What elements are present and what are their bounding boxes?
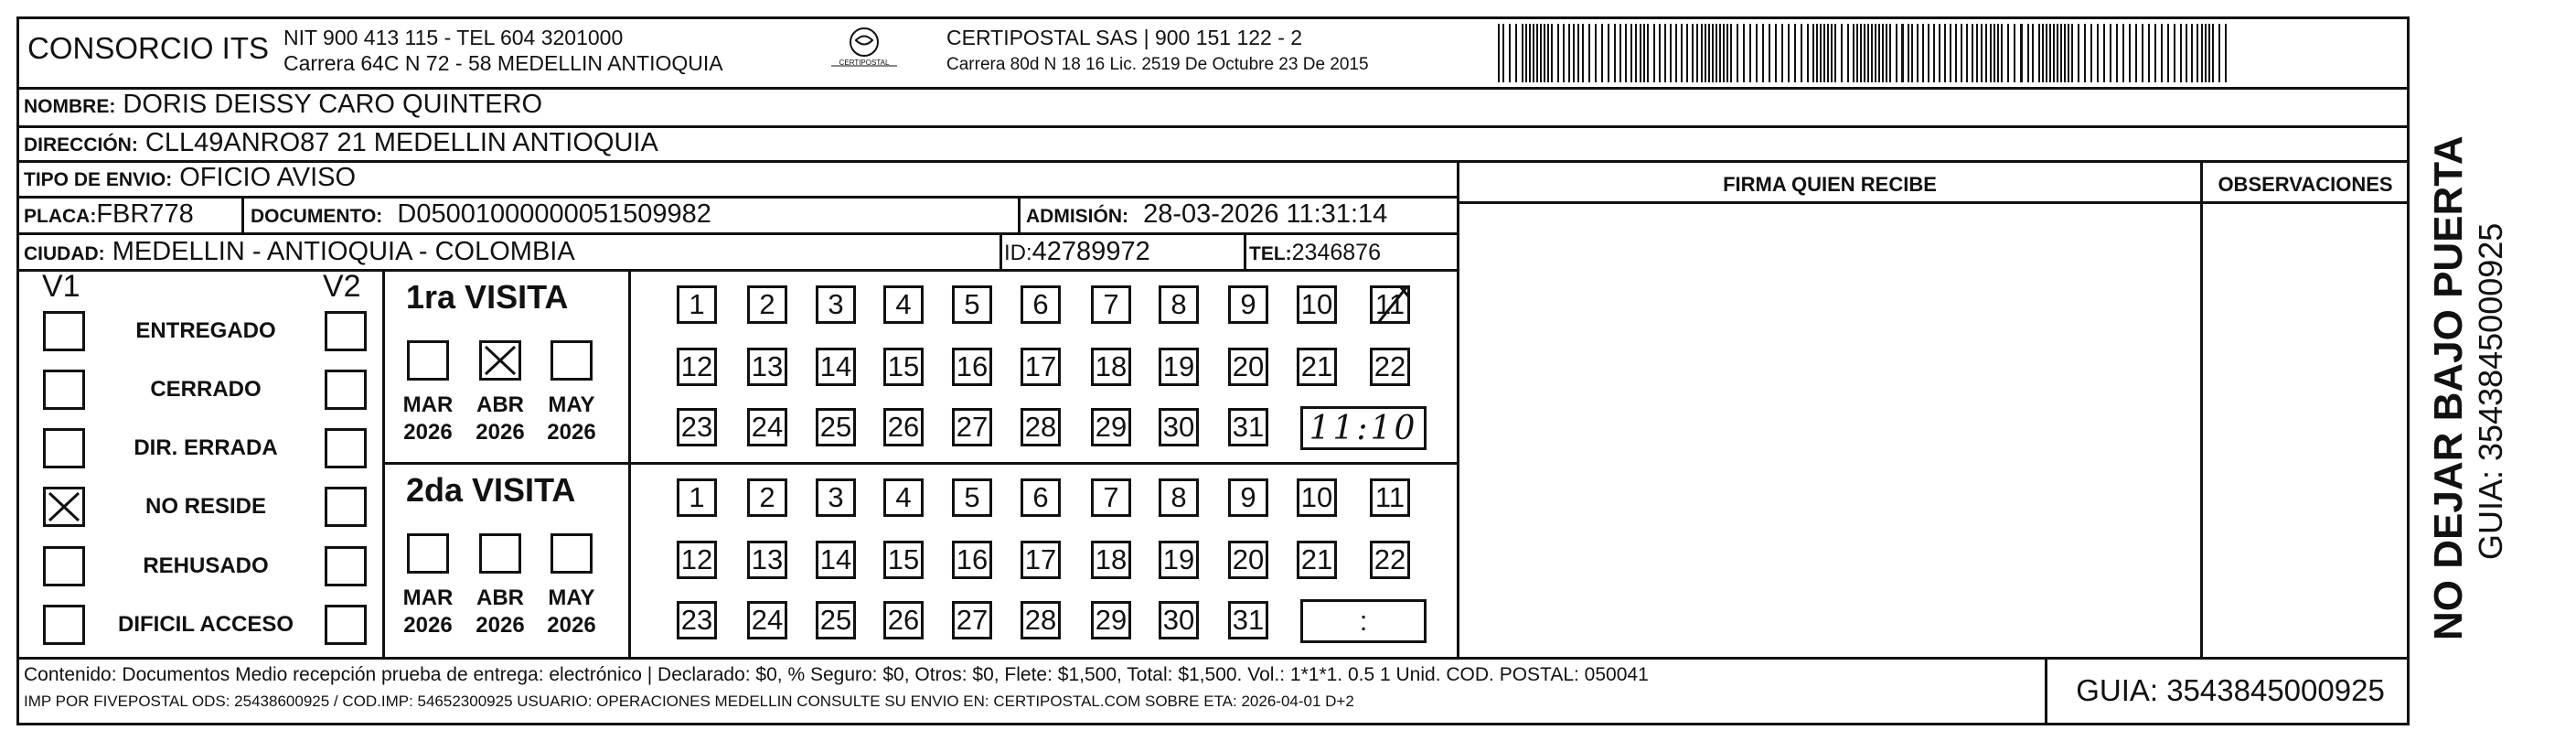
day-box[interactable] — [747, 348, 787, 386]
day-number: 28 — [1024, 604, 1057, 636]
day-number: 19 — [1162, 543, 1195, 575]
tipo-row — [24, 163, 356, 193]
day-box[interactable] — [1370, 541, 1410, 579]
day-box[interactable] — [677, 601, 717, 639]
v1-checkbox[interactable] — [43, 311, 85, 351]
nombre-row — [24, 90, 542, 120]
nit-line: NIT 900 413 115 - TEL 604 3201000 — [283, 26, 624, 49]
year-label: 2026 — [476, 420, 525, 445]
day-box[interactable] — [1021, 285, 1061, 324]
year-label: 2026 — [403, 420, 453, 445]
day-number: 17 — [1024, 350, 1057, 382]
day-number: 16 — [956, 543, 989, 575]
day-number: 23 — [680, 411, 713, 443]
day-number: 15 — [887, 350, 920, 382]
day-number: 9 — [1240, 481, 1256, 513]
day-number: 23 — [680, 604, 713, 636]
cell-divider — [241, 196, 244, 232]
footer-divider — [16, 657, 2410, 660]
id-label: ID: — [1004, 241, 1032, 265]
day-number: 19 — [1162, 350, 1195, 382]
tipo-label: TIPO DE ENVIO: — [24, 169, 173, 190]
ciudad-value: MEDELLIN - ANTIOQUIA - COLOMBIA — [112, 237, 575, 266]
day-box[interactable] — [952, 348, 992, 386]
v1-checkbox[interactable] — [43, 546, 85, 586]
day-box[interactable] — [1228, 601, 1268, 639]
firma-header-divider — [1457, 201, 2410, 204]
day-number: 29 — [1095, 604, 1128, 636]
v2-header: V2 — [323, 269, 361, 304]
day-number: 22 — [1374, 350, 1406, 382]
ciudad-row — [24, 237, 575, 267]
form-frame — [16, 16, 2410, 725]
time-box[interactable] — [1300, 599, 1427, 643]
day-number: 20 — [1232, 543, 1265, 575]
year-label: 2026 — [547, 420, 596, 445]
day-number: 21 — [1300, 350, 1333, 382]
admision-value: 28-03-2026 11:31:14 — [1143, 199, 1388, 229]
day-number: 1 — [689, 288, 705, 320]
v1-checkbox[interactable] — [43, 487, 85, 527]
day-box[interactable] — [1297, 478, 1337, 517]
firma-header: FIRMA QUIEN RECIBE — [1723, 173, 1937, 196]
day-box[interactable] — [952, 478, 992, 517]
day-number: 5 — [964, 288, 980, 320]
visit-title: 2da VISITA — [406, 471, 576, 509]
visit-divider — [382, 462, 1459, 465]
month-checkbox[interactable] — [479, 533, 521, 574]
day-box[interactable] — [1021, 541, 1061, 579]
day-box[interactable] — [952, 601, 992, 639]
month-label: MAY — [548, 585, 595, 610]
day-box[interactable] — [952, 285, 992, 324]
status-label: NO RESIDE — [144, 494, 267, 519]
tel-value: 2346876 — [1291, 240, 1381, 265]
day-box[interactable] — [1228, 478, 1268, 517]
status-label: DIR. ERRADA — [134, 435, 278, 460]
time-value: : — [1359, 605, 1368, 637]
v2-checkbox[interactable] — [325, 546, 367, 586]
company-name: CONSORCIO ITS — [27, 31, 270, 65]
day-box[interactable] — [1091, 478, 1131, 517]
day-number: 13 — [751, 350, 784, 382]
day-box[interactable] — [747, 601, 787, 639]
direccion-value: CLL49ANRO87 21 MEDELLIN ANTIOQUIA — [144, 128, 658, 157]
day-number: 3 — [828, 288, 844, 320]
day-number: 20 — [1232, 350, 1265, 382]
day-number: 13 — [751, 543, 784, 575]
month-checkbox[interactable] — [550, 533, 593, 574]
day-box[interactable] — [883, 478, 924, 517]
company-address: Carrera 64C N 72 - 58 MEDELLIN ANTIOQUIA — [283, 51, 723, 75]
day-box[interactable] — [952, 541, 992, 579]
day-number: 26 — [887, 604, 920, 636]
v1-checkbox[interactable] — [43, 428, 85, 468]
day-number: 8 — [1170, 481, 1187, 513]
documento-label: DOCUMENTO: — [251, 206, 383, 227]
day-number: 30 — [1162, 411, 1195, 443]
observaciones-left-border — [2200, 160, 2203, 657]
x-mark-icon — [482, 343, 518, 378]
certipostal-logo — [828, 24, 901, 73]
day-number: 4 — [895, 481, 912, 513]
day-number: 11 — [1374, 288, 1406, 320]
day-box[interactable] — [883, 348, 924, 386]
status-label: ENTREGADO — [135, 318, 276, 343]
day-box[interactable] — [1297, 348, 1337, 386]
day-box[interactable] — [677, 541, 717, 579]
cell-divider — [999, 232, 1002, 269]
direccion-label: DIRECCIÓN: — [24, 134, 138, 156]
day-number: 29 — [1095, 411, 1128, 443]
day-number: 24 — [751, 411, 784, 443]
day-number: 12 — [680, 543, 713, 575]
day-number: 31 — [1232, 411, 1265, 443]
status-label: REHUSADO — [143, 553, 269, 578]
side-warning: NO DEJAR BAJO PUERTA — [2426, 135, 2471, 640]
day-number: 14 — [819, 350, 852, 382]
day-box[interactable] — [677, 285, 717, 324]
v1-checkbox[interactable] — [43, 605, 85, 645]
day-number: 18 — [1095, 543, 1128, 575]
month-label: ABR — [476, 585, 524, 610]
v2-checkbox[interactable] — [325, 487, 367, 527]
day-number: 3 — [828, 481, 844, 513]
day-box[interactable] — [1228, 348, 1268, 386]
day-box[interactable] — [1159, 348, 1199, 386]
day-number: 27 — [956, 604, 989, 636]
day-box[interactable] — [1297, 285, 1337, 324]
year-label: 2026 — [403, 613, 453, 638]
v2-checkbox[interactable] — [325, 370, 367, 410]
id-row — [1004, 237, 1150, 267]
day-box[interactable] — [1228, 541, 1268, 579]
admision-row — [1026, 199, 1387, 230]
documento-value: D05001000000051509982 — [397, 199, 711, 229]
day-number: 6 — [1032, 288, 1049, 320]
day-number: 28 — [1024, 411, 1057, 443]
day-box[interactable] — [1091, 408, 1131, 446]
day-box[interactable] — [1370, 348, 1410, 386]
day-number: 31 — [1232, 604, 1265, 636]
day-box[interactable] — [1159, 601, 1199, 639]
day-box[interactable] — [747, 541, 787, 579]
placa-label: PLACA: — [24, 206, 97, 227]
nombre-value: DORIS DEISSY CARO QUINTERO — [123, 90, 543, 119]
day-box[interactable] — [883, 408, 924, 446]
day-box[interactable] — [1297, 541, 1337, 579]
day-number: 11 — [1374, 481, 1406, 513]
contenido-line: Contenido: Documentos Medio recepción prueba de entrega: electrónico | Declarado: $0, % Seguro: $0, Otros: $0, Flete: $1,500, Total: $1,500. Vol.: 1*1*1. 0.5 1 Unid. COD. POSTAL: 050041 — [24, 664, 1649, 685]
day-box[interactable] — [816, 541, 856, 579]
certipostal-address: Carrera 80d N 18 16 Lic. 2519 De Octubre 23 De 2015 — [946, 55, 1369, 74]
day-number: 26 — [887, 411, 920, 443]
day-box[interactable] — [1159, 478, 1199, 517]
day-number: 18 — [1095, 350, 1128, 382]
v1-header: V1 — [42, 269, 80, 304]
day-box[interactable] — [1159, 408, 1199, 446]
day-number: 2 — [759, 288, 775, 320]
day-box[interactable] — [1091, 601, 1131, 639]
row-divider — [16, 160, 2410, 163]
day-number: 7 — [1103, 288, 1119, 320]
time-box[interactable] — [1300, 406, 1427, 450]
day-box[interactable] — [816, 408, 856, 446]
day-number: 15 — [887, 543, 920, 575]
x-mark-icon — [46, 489, 82, 524]
month-label: MAR — [402, 585, 454, 610]
day-box[interactable] — [1091, 285, 1131, 324]
year-label: 2026 — [476, 613, 525, 638]
visit-title: 1ra VISITA — [406, 278, 569, 316]
day-number: 8 — [1170, 288, 1187, 320]
day-box[interactable] — [816, 478, 856, 517]
time-value: 11:10 — [1309, 409, 1418, 447]
day-box[interactable] — [1091, 541, 1131, 579]
ciudad-label: CIUDAD: — [24, 243, 105, 264]
day-box[interactable] — [677, 408, 717, 446]
month-label: MAR — [402, 392, 454, 417]
day-number: 7 — [1103, 481, 1119, 513]
barcode — [1498, 24, 2229, 82]
day-box[interactable] — [1159, 285, 1199, 324]
month-checkbox[interactable] — [407, 533, 449, 574]
v2-checkbox[interactable] — [325, 428, 367, 468]
day-box[interactable] — [952, 408, 992, 446]
month-label: ABR — [476, 392, 524, 417]
day-number: 9 — [1240, 288, 1256, 320]
day-box[interactable] — [747, 285, 787, 324]
day-number: 12 — [680, 350, 713, 382]
day-number: 5 — [964, 481, 980, 513]
strike-mark-icon — [1373, 283, 1415, 328]
day-number: 2 — [759, 481, 775, 513]
day-box[interactable] — [1021, 601, 1061, 639]
v2-checkbox[interactable] — [325, 605, 367, 645]
day-number: 21 — [1300, 543, 1333, 575]
day-box[interactable] — [1370, 285, 1410, 324]
tipo-value: OFICIO AVISO — [179, 163, 357, 192]
day-number: 1 — [689, 481, 705, 513]
month-checkbox[interactable] — [479, 340, 521, 381]
month-label: MAY — [548, 392, 595, 417]
placa-row — [24, 199, 194, 230]
month-checkbox[interactable] — [550, 340, 593, 381]
day-number: 14 — [819, 543, 852, 575]
day-box[interactable] — [883, 541, 924, 579]
admision-label: ADMISIÓN: — [1026, 206, 1128, 227]
day-box[interactable] — [883, 285, 924, 324]
cell-divider — [1244, 232, 1246, 269]
day-number: 17 — [1024, 543, 1057, 575]
day-box[interactable] — [1370, 478, 1410, 517]
day-box[interactable] — [816, 348, 856, 386]
day-number: 24 — [751, 604, 784, 636]
day-box[interactable] — [677, 478, 717, 517]
day-number: 4 — [895, 288, 912, 320]
guia-cell-border — [2045, 657, 2047, 725]
day-number: 6 — [1032, 481, 1049, 513]
v2-checkbox[interactable] — [325, 311, 367, 351]
status-label: DIFICIL ACCESO — [117, 612, 294, 637]
day-number: 25 — [819, 411, 852, 443]
day-number: 25 — [819, 604, 852, 636]
row-divider — [16, 196, 1459, 199]
certipostal-line: CERTIPOSTAL SAS | 900 151 122 - 2 — [946, 26, 1303, 49]
day-number: 30 — [1162, 604, 1195, 636]
id-value: 42789972 — [1031, 237, 1150, 266]
row-divider — [16, 269, 1459, 272]
day-box[interactable] — [677, 348, 717, 386]
month-checkbox[interactable] — [407, 340, 449, 381]
day-number: 22 — [1374, 543, 1406, 575]
day-box[interactable] — [816, 601, 856, 639]
day-number: 16 — [956, 350, 989, 382]
day-box[interactable] — [1159, 541, 1199, 579]
side-guia: GUIA: 3543845000925 — [2472, 222, 2509, 560]
documento-row — [251, 199, 711, 230]
nombre-label: NOMBRE: — [24, 96, 116, 117]
footer-guia: GUIA: 3543845000925 — [2076, 673, 2385, 707]
tel-label: TEL: — [1249, 243, 1292, 264]
day-box[interactable] — [1021, 348, 1061, 386]
v1-checkbox[interactable] — [43, 370, 85, 410]
day-box[interactable] — [747, 408, 787, 446]
status-label: CERRADO — [150, 377, 262, 402]
logo-wordmark: CERTIPOSTAL — [839, 59, 890, 67]
day-box[interactable] — [816, 285, 856, 324]
tel-row — [1249, 240, 1381, 266]
imp-line: IMP POR FIVEPOSTAL ODS: 25438600925 / COD.IMP: 54652300925 USUARIO: OPERACIONES MEDELLIN CONSULTE SU ENVIO EN: CERTIPOSTAL.COM SOBRE ETA: 2026-04-01 D+2 — [24, 693, 1354, 710]
placa-value: FBR778 — [96, 199, 194, 229]
day-number: 27 — [956, 411, 989, 443]
direccion-row — [24, 128, 658, 158]
day-box[interactable] — [1021, 408, 1061, 446]
day-box[interactable] — [1228, 408, 1268, 446]
day-box[interactable] — [883, 601, 924, 639]
day-box[interactable] — [747, 478, 787, 517]
cell-divider — [1018, 196, 1021, 232]
day-box[interactable] — [1021, 478, 1061, 517]
day-number: 10 — [1300, 481, 1333, 513]
observaciones-header: OBSERVACIONES — [2218, 173, 2393, 196]
day-number: 10 — [1300, 288, 1333, 320]
day-box[interactable] — [1228, 285, 1268, 324]
day-box[interactable] — [1091, 348, 1131, 386]
year-label: 2026 — [547, 613, 596, 638]
